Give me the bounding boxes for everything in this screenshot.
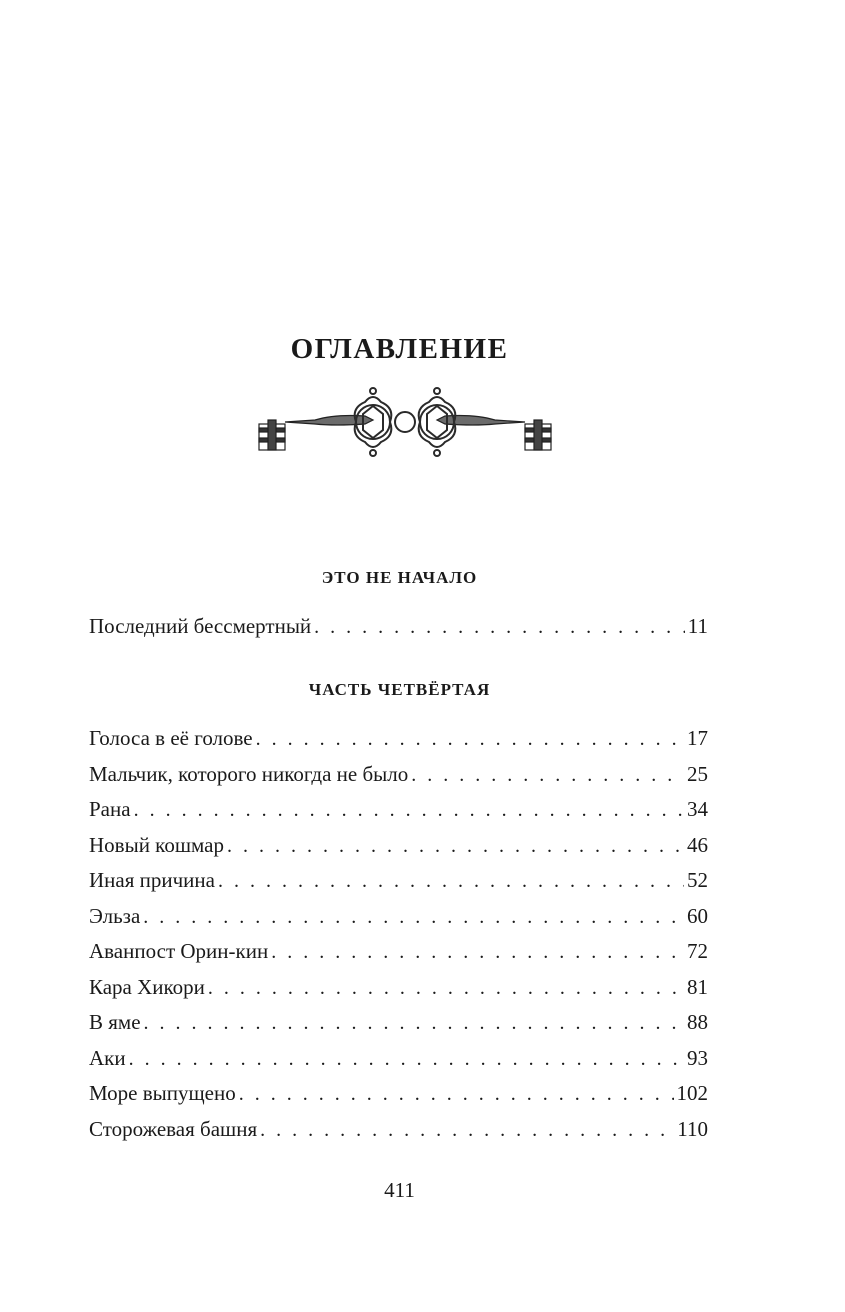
entry-title: Сторожевая башня [89, 1116, 258, 1141]
entry-title: Новый кошмар [89, 832, 224, 857]
dot-leader [314, 610, 685, 645]
entry-page-number: 11 [687, 614, 708, 638]
entry-page-number: 102 [676, 1081, 708, 1105]
entry-title: Аванпост Орин-кин [89, 939, 269, 963]
entry-page-number: 72 [687, 939, 708, 963]
entry-title: Мальчик, которого никогда не было [89, 761, 409, 786]
dot-leader [271, 935, 684, 970]
page-number: 411 [384, 1178, 415, 1202]
toc-entry[interactable] [89, 899, 708, 935]
toc-entry[interactable] [89, 757, 708, 793]
dot-leader [239, 1077, 674, 1112]
toc-entry[interactable] [89, 970, 708, 1006]
dot-leader [143, 900, 684, 935]
crossed-keys-ornament-icon [255, 384, 555, 460]
toc-entry[interactable] [89, 1005, 708, 1041]
entry-page-number: 17 [687, 726, 708, 750]
entry-page-number: 93 [687, 1045, 708, 1070]
entry-title: В яме [89, 1010, 141, 1034]
entry-page-number: 34 [687, 797, 708, 821]
toc-entry[interactable] [89, 792, 708, 828]
entry-title: Море выпущено [89, 1081, 236, 1105]
entry-page-number: 25 [687, 761, 708, 786]
dot-leader [227, 829, 684, 864]
entry-page-number: 88 [687, 1010, 708, 1034]
entry-page-number: 60 [687, 903, 708, 928]
dot-leader [411, 758, 684, 793]
section-heading: ЭТО НЕ НАЧАЛО [321, 568, 478, 587]
toc-entry[interactable] [89, 1076, 708, 1112]
entry-title: Иная причина [89, 868, 215, 892]
toc-entry[interactable] [89, 1041, 708, 1077]
toc-list [89, 609, 708, 645]
entry-page-number: 110 [677, 1116, 708, 1141]
dot-leader [260, 1113, 674, 1148]
toc-list [89, 721, 708, 1147]
entry-title: Кара Хикори [89, 974, 205, 999]
entry-title: Голоса в её голове [89, 726, 253, 750]
dot-leader [134, 793, 684, 828]
entry-page-number: 46 [687, 832, 708, 857]
page-title: ОГЛАВЛЕНИЕ [290, 333, 509, 366]
dot-leader [144, 1006, 684, 1041]
toc-entry[interactable] [89, 863, 708, 899]
toc-entry[interactable] [89, 828, 708, 864]
dot-leader [256, 722, 684, 757]
entry-title: Аки [89, 1045, 126, 1070]
toc-entry[interactable] [89, 609, 708, 645]
toc-entry[interactable] [89, 721, 708, 757]
entry-title: Рана [89, 797, 131, 821]
entry-title: Последний бессмертный [89, 614, 312, 638]
entry-page-number: 81 [687, 974, 708, 999]
dot-leader [208, 971, 684, 1006]
toc-entry[interactable] [89, 934, 708, 970]
entry-title: Эльза [89, 903, 141, 928]
section-heading: ЧАСТЬ ЧЕТВЁРТАЯ [308, 680, 491, 699]
dot-leader [218, 864, 684, 899]
toc-entry[interactable] [89, 1112, 708, 1148]
dot-leader [129, 1042, 684, 1077]
entry-page-number: 52 [687, 868, 708, 892]
